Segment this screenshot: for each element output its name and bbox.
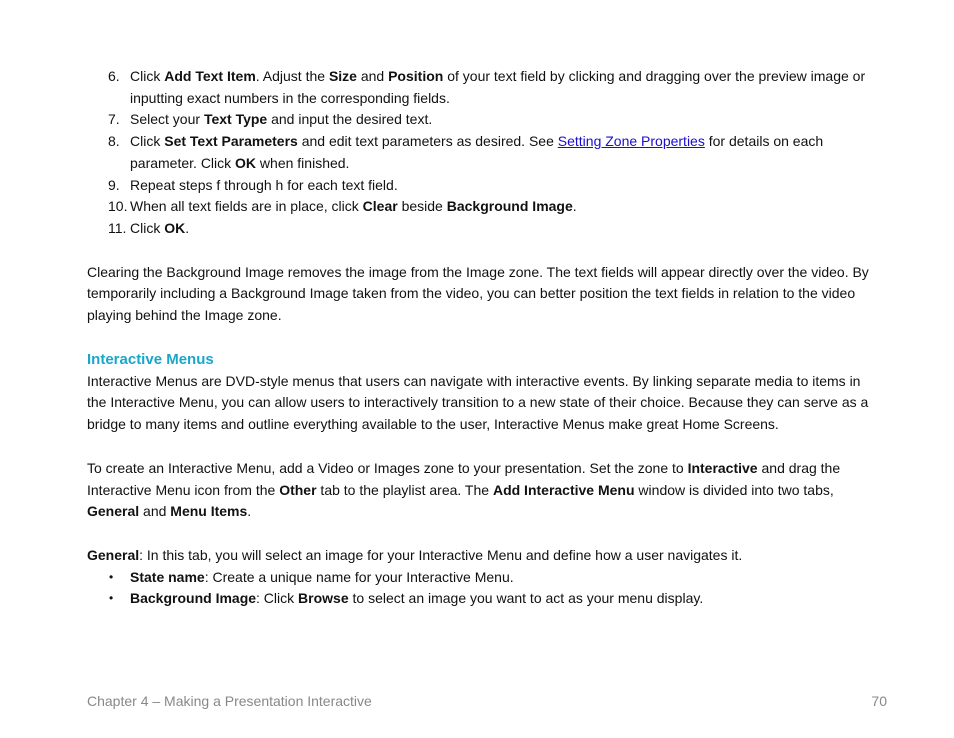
text-run: and: [356, 68, 389, 84]
text-run: : Click: [256, 590, 299, 607]
bullet-symbol: •: [109, 591, 114, 606]
text-run: Interactive Menus are DVD-style menus that users can navigate with interactive events. By linking separate media to items in the Interactive Menu, you can allow users to interactively transition to a new state of their choice. Because they can serve as a bridge to many items and outline everything available to the user, Interactive Menus make great Home Screens.: [87, 372, 869, 433]
bold-term: Other: [279, 481, 317, 498]
step-number: 6.: [108, 68, 120, 84]
text-run: .: [185, 219, 190, 236]
text-run: Repeat steps f through h for each text field.: [130, 176, 398, 193]
text-run: and drag the Interactive Menu icon from the: [87, 459, 841, 498]
step-text: [130, 198, 577, 214]
bullet-item: [87, 588, 877, 610]
bullet-symbol: •: [109, 569, 114, 584]
spacer: [87, 327, 877, 349]
paragraph-create-interactive-menu: [87, 458, 877, 523]
text-run: .: [247, 503, 252, 520]
bold-term: Menu Items: [170, 503, 248, 520]
numbered-steps-list: [87, 66, 877, 240]
step-number: 11.: [108, 219, 127, 236]
bulleted-list: [87, 567, 877, 610]
text-run: and edit text parameters as desired. See: [297, 133, 558, 150]
bold-term: Interactive: [687, 459, 758, 476]
text-run: and input the desired text.: [267, 111, 433, 128]
step-item: [87, 196, 877, 218]
text-run: tab to the playlist area. The: [316, 481, 493, 498]
text-run: Click: [130, 68, 165, 84]
text-run: beside: [397, 198, 447, 215]
bold-term: OK: [235, 154, 257, 171]
text-run: window is divided into two tabs,: [634, 481, 834, 498]
section-heading: Interactive Menus: [87, 350, 214, 368]
step-text: [130, 133, 823, 171]
text-run: .: [572, 198, 577, 215]
bold-term: Position: [388, 68, 444, 84]
bold-term: Size: [328, 68, 357, 84]
bold-term: General: [87, 503, 140, 520]
bold-term: State name: [130, 568, 205, 585]
bullet-text: [130, 590, 703, 606]
text-run: . Adjust the: [255, 68, 329, 84]
bold-term: Browse: [298, 590, 349, 607]
text-run: : In this tab, you will select an image for your Interactive Menu and define how a user navigates it.: [139, 546, 743, 563]
text-run: when finished.: [256, 154, 350, 171]
bold-term: Background Image: [130, 590, 257, 607]
spacer: [87, 436, 877, 458]
step-text: [130, 177, 398, 193]
text-run: to select an image you want to act as your menu display.: [348, 590, 704, 607]
text-run: and: [139, 503, 171, 520]
text-run: : Create a unique name for your Interactive Menu.: [204, 568, 514, 585]
bold-term: Text Type: [203, 111, 268, 128]
paragraph-general-tab: [87, 545, 877, 567]
paragraph-clearing-background: [87, 262, 877, 327]
text-run: for details on each parameter. Click: [130, 133, 824, 171]
text-run: Select your: [130, 111, 204, 128]
cross-reference-link[interactable]: Setting Zone Properties: [557, 133, 705, 150]
step-item: [87, 175, 877, 197]
step-number: 7.: [108, 111, 120, 128]
step-item: [87, 109, 877, 131]
step-text: [130, 220, 189, 236]
step-number: 10.: [108, 198, 128, 215]
step-number: 8.: [108, 133, 120, 150]
spacer: [87, 523, 877, 545]
page-content: [87, 66, 877, 610]
paragraph-interactive-menus-intro: [87, 371, 877, 436]
bold-term: Background Image: [446, 198, 573, 215]
text-run: When all text fields are in place, click: [130, 198, 363, 215]
bold-term: Add Text Item: [164, 68, 256, 84]
text-run: Click: [130, 219, 165, 236]
bold-term: Clear: [362, 198, 398, 215]
step-item: [87, 218, 877, 240]
step-text: [130, 111, 432, 127]
step-text: [130, 68, 865, 106]
bullet-item: [87, 567, 877, 589]
step-item: [87, 131, 877, 174]
text-run: Click: [130, 133, 165, 150]
bullet-text: [130, 569, 514, 585]
text-run: To create an Interactive Menu, add a Video or Images zone to your presentation. Set the zone to: [87, 459, 688, 476]
footer-chapter-title: Chapter 4 – Making a Presentation Interactive: [87, 693, 372, 709]
bold-term: Add Interactive Menu: [492, 481, 635, 498]
spacer: [87, 240, 877, 262]
step-item: [87, 66, 877, 109]
bold-term: Set Text Parameters: [164, 133, 298, 150]
bold-term: OK: [164, 219, 186, 236]
text-run: of your text field by clicking and dragging over the preview image or inputting exact numbers in the corresponding fields.: [130, 68, 866, 106]
step-number: 9.: [108, 176, 120, 193]
text-run: Clearing the Background Image removes the image from the Image zone. The text fields will appear directly over the video. By temporarily including a Background Image taken from the video, you can better position the text fields in relation to the video playing behind the Image zone.: [87, 263, 869, 324]
bold-term: General: [87, 546, 140, 563]
footer-page-number: 70: [871, 693, 887, 709]
